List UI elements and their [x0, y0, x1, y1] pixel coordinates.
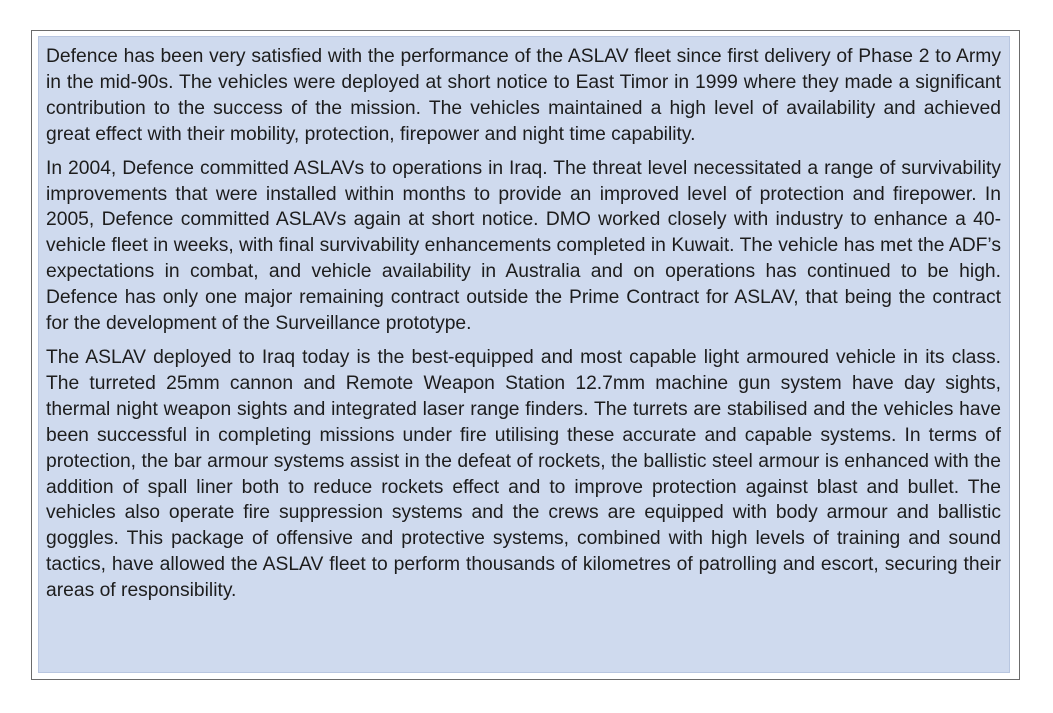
paragraph-vehicle-capability: The ASLAV deployed to Iraq today is the best-equipped and most capable light armoured vehicle in its class. The turreted 25mm cannon and Remote Weapon Station 12.7mm machine gun system have day sights, thermal night weapon sights and integrated laser range finders. The turrets are stabilised and the vehicles have been successful in completing missions under fire utilising these accurate and capable systems. In terms of protection, the bar armour systems assist in the defeat of rockets, the ballistic steel armour is enhanced with the addition of spall liner both to reduce rockets effect and to improve protection against blast and bullet. The vehicles also operate fire suppression systems and the crews are equipped with body armour and ballistic goggles. This package of offensive and protective systems, combined with high levels of training and sound tactics, have allowed the ASLAV fleet to perform thousands of kilometres of patrolling and escort, securing their areas of responsibility.: [46, 346, 1001, 602]
text-callout-box: [31, 30, 1020, 680]
paragraph-delivery-history: Defence has been very satisfied with the performance of the ASLAV fleet since first delivery of Phase 2 to Army in the mid-90s. The vehicles were deployed at short notice to East Timor in 1999 where they made a significant contribution to the success of the mission. The vehicles maintained a high level of availability and achieved great effect with their mobility, protection, firepower and night time capability.: [46, 46, 1001, 145]
paragraph-iraq-operations: In 2004, Defence committed ASLAVs to operations in Iraq. The threat level necessitated a range of survivability improvements that were installed within months to provide an improved level of protection and firepower. In 2005, Defence committed ASLAVs again at short notice. DMO worked closely with industry to enhance a 40-vehicle fleet in weeks, with final survivability enhancements completed in Kuwait. The vehicle has met the ADF’s expectations in combat, and vehicle availability in Australia and on operations has continued to be high. Defence has only one major remaining contract outside the Prime Contract for ASLAV, that being the contract for the development of the Surveillance prototype.: [46, 157, 1001, 335]
callout-shaded-panel: [38, 36, 1010, 673]
